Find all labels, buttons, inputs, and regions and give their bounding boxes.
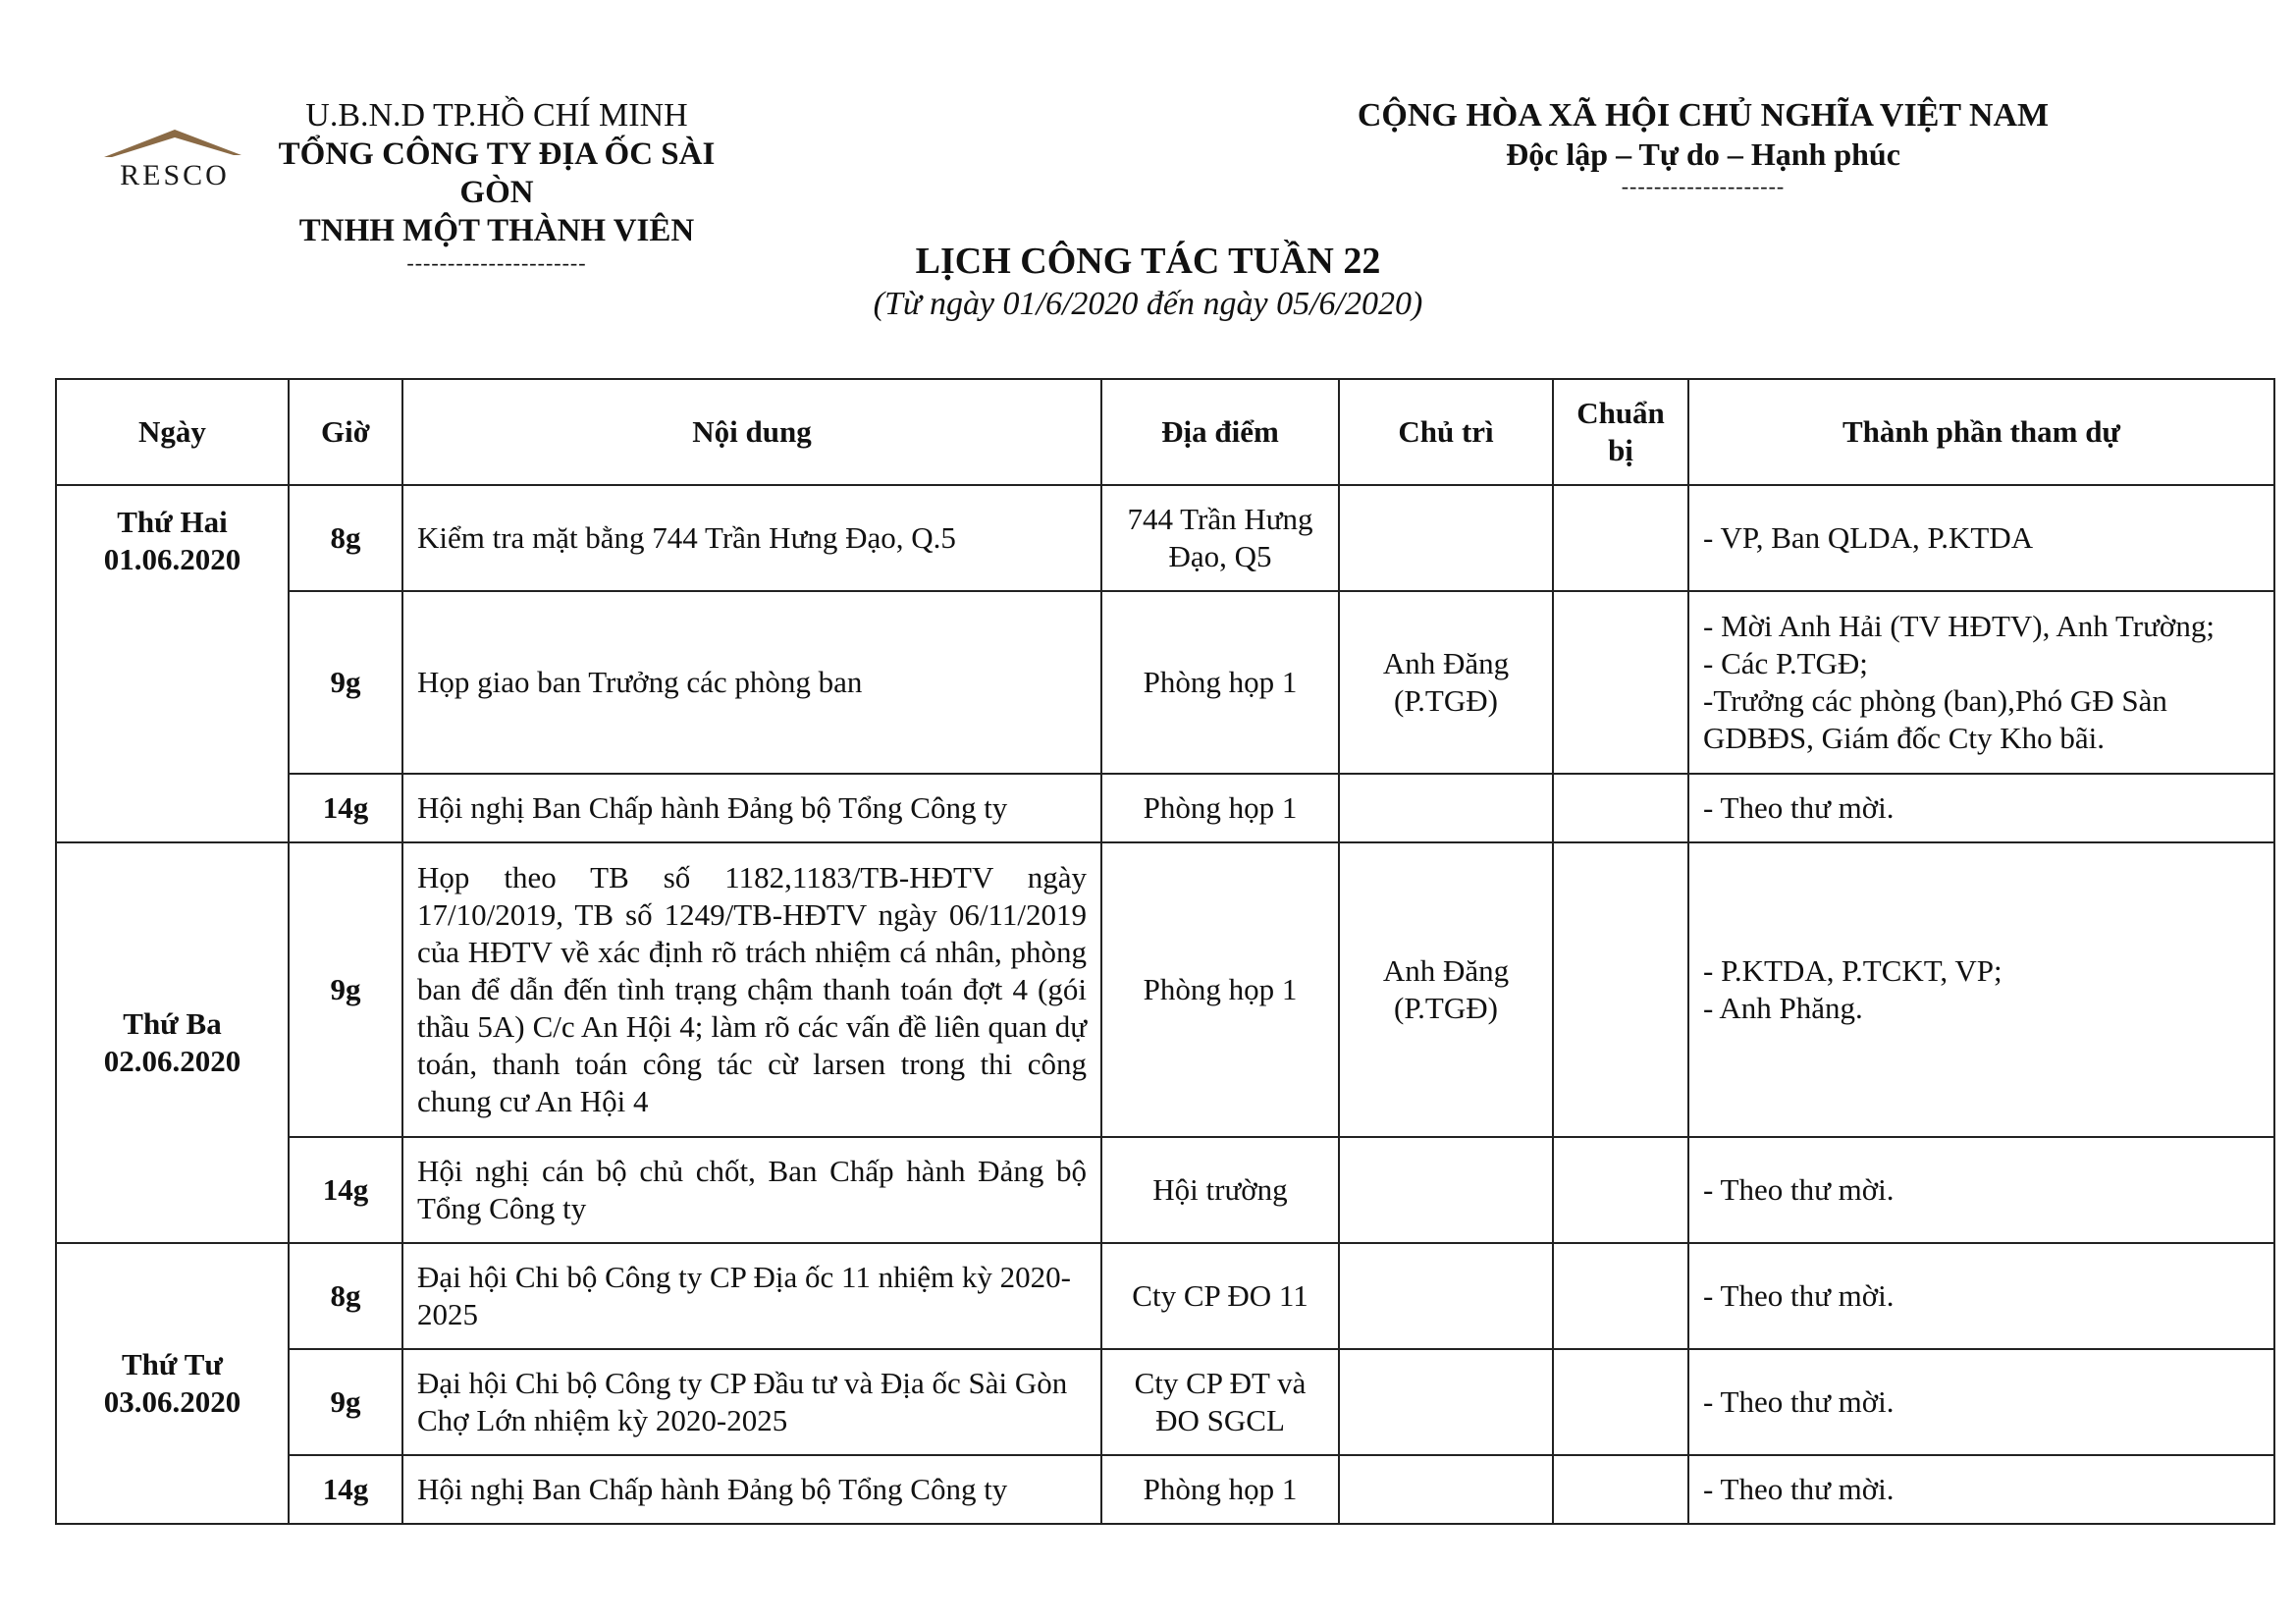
table-header-row xyxy=(56,379,2274,485)
attendee-line: - VP, Ban QLDA, P.KTDA xyxy=(1703,520,2034,555)
org-divider: ---------------------- xyxy=(406,250,587,275)
header-host: Chủ trì xyxy=(1339,379,1553,485)
time-cell: 8g xyxy=(289,1243,402,1349)
content-cell: Hội nghị cán bộ chủ chốt, Ban Chấp hành Đảng bộ Tổng Công ty xyxy=(402,1137,1101,1243)
attendee-line: - Anh Phăng. xyxy=(1703,991,1863,1025)
host-cell xyxy=(1339,485,1553,591)
attendee-line: - Theo thư mời. xyxy=(1703,1278,1895,1313)
page-title: LỊCH CÔNG TÁC TUẦN 22 xyxy=(915,241,1381,282)
day-date: 03.06.2020 xyxy=(103,1384,241,1419)
prep-cell xyxy=(1553,1455,1688,1524)
host-cell: Anh Đăng (P.TGĐ) xyxy=(1339,591,1553,774)
national-motto: Độc lập – Tự do – Hạnh phúc xyxy=(1506,136,1900,172)
place-cell: Cty CP ĐT và ĐO SGCL xyxy=(1101,1349,1339,1455)
content-cell: Đại hội Chi bộ Công ty CP Địa ốc 11 nhiệm kỳ 2020-2025 xyxy=(402,1243,1101,1349)
attendees-cell xyxy=(1688,774,2274,842)
attendee-line: - P.KTDA, P.TCKT, VP; xyxy=(1703,953,2002,988)
host-cell xyxy=(1339,1137,1553,1243)
org-type: TNHH MỘT THÀNH VIÊN xyxy=(298,213,695,248)
time-cell: 8g xyxy=(289,485,402,591)
time-cell: 9g xyxy=(289,842,402,1137)
header-prep: Chuẩn bị xyxy=(1553,379,1688,485)
time-cell: 9g xyxy=(289,1349,402,1455)
time-cell: 14g xyxy=(289,774,402,842)
content-cell: Kiểm tra mặt bằng 744 Trần Hưng Đạo, Q.5 xyxy=(402,485,1101,591)
attendee-line: - Các P.TGĐ; xyxy=(1703,646,1868,680)
prep-cell xyxy=(1553,842,1688,1137)
day-name: Thứ Ba xyxy=(123,1006,222,1041)
content-cell: Hội nghị Ban Chấp hành Đảng bộ Tổng Công ty xyxy=(402,774,1101,842)
place-cell: Phòng họp 1 xyxy=(1101,774,1339,842)
table-row xyxy=(56,591,2274,774)
table-row xyxy=(56,1455,2274,1524)
day-cell xyxy=(56,485,289,842)
table-row xyxy=(56,1137,2274,1243)
prep-cell xyxy=(1553,774,1688,842)
attendees-cell xyxy=(1688,1137,2274,1243)
day-cell xyxy=(56,842,289,1243)
header-right xyxy=(1301,96,2106,199)
attendees-cell xyxy=(1688,1349,2274,1455)
day-name: Thứ Tư xyxy=(122,1347,223,1381)
place-cell: Phòng họp 1 xyxy=(1101,591,1339,774)
attendee-line: - Theo thư mời. xyxy=(1703,1384,1895,1419)
prep-cell xyxy=(1553,591,1688,774)
time-cell: 9g xyxy=(289,591,402,774)
table-row xyxy=(56,774,2274,842)
content-cell: Đại hội Chi bộ Công ty CP Đầu tư và Địa ốc Sài Gòn Chợ Lớn nhiệm kỳ 2020-2025 xyxy=(402,1349,1101,1455)
host-cell xyxy=(1339,1243,1553,1349)
motto-divider: -------------------- xyxy=(1621,174,1786,198)
attendee-line: -Trưởng các phòng (ban),Phó GĐ Sàn GDBĐS, Giám đốc Cty Kho bãi. xyxy=(1703,683,2167,755)
prep-cell xyxy=(1553,485,1688,591)
host-cell xyxy=(1339,774,1553,842)
time-cell: 14g xyxy=(289,1137,402,1243)
host-cell: Anh Đăng (P.TGĐ) xyxy=(1339,842,1553,1137)
schedule-table xyxy=(55,378,2275,1525)
title-block xyxy=(0,239,2296,325)
org-name: TỔNG CÔNG TY ĐỊA ỐC SÀI GÒN xyxy=(278,136,716,210)
attendee-line: - Theo thư mời. xyxy=(1703,790,1895,825)
prep-cell xyxy=(1553,1137,1688,1243)
nation-name: CỘNG HÒA XÃ HỘI CHỦ NGHĨA VIỆT NAM xyxy=(1357,97,2050,134)
day-cell xyxy=(56,1243,289,1524)
org-authority: U.B.N.D TP.HỒ CHÍ MINH xyxy=(305,97,688,134)
attendees-cell xyxy=(1688,591,2274,774)
prep-cell xyxy=(1553,1243,1688,1349)
header-left xyxy=(94,96,840,275)
content-cell: Hội nghị Ban Chấp hành Đảng bộ Tổng Công ty xyxy=(402,1455,1101,1524)
place-cell: Cty CP ĐO 11 xyxy=(1101,1243,1339,1349)
day-date: 02.06.2020 xyxy=(103,1044,241,1078)
place-cell: Hội trường xyxy=(1101,1137,1339,1243)
prep-cell xyxy=(1553,1349,1688,1455)
header-content: Nội dung xyxy=(402,379,1101,485)
attendees-cell xyxy=(1688,485,2274,591)
day-name: Thứ Hai xyxy=(117,505,228,539)
table-row xyxy=(56,842,2274,1137)
header-place: Địa điểm xyxy=(1101,379,1339,485)
attendee-line: - Theo thư mời. xyxy=(1703,1472,1895,1506)
host-cell xyxy=(1339,1349,1553,1455)
attendees-cell xyxy=(1688,842,2274,1137)
table-row xyxy=(56,1243,2274,1349)
time-cell: 14g xyxy=(289,1455,402,1524)
content-cell: Họp giao ban Trưởng các phòng ban xyxy=(402,591,1101,774)
page-subtitle: (Từ ngày 01/6/2020 đến ngày 05/6/2020) xyxy=(873,286,1423,322)
attendee-line: - Theo thư mời. xyxy=(1703,1172,1895,1207)
header-day: Ngày xyxy=(56,379,289,485)
table-row xyxy=(56,1349,2274,1455)
host-cell xyxy=(1339,1455,1553,1524)
header-time: Giờ xyxy=(289,379,402,485)
content-cell: Họp theo TB số 1182,1183/TB-HĐTV ngày 17/10/2019, TB số 1249/TB-HĐTV ngày 06/11/2019 của HĐTV về xác định rõ trách nhiệm cá nhân, phòng ban để dẫn đến tình trạng chậm thanh toán đợt 4 (gói thầu 5A) C/c An Hội 4; làm rõ các vấn đề liên quan dự toán, thanh toán công tác cừ larsen trong thi công chung cư An Hội 4 xyxy=(402,842,1101,1137)
place-cell: Phòng họp 1 xyxy=(1101,1455,1339,1524)
header-attendees: Thành phần tham dự xyxy=(1688,379,2274,485)
day-date: 01.06.2020 xyxy=(103,542,241,576)
table-row xyxy=(56,485,2274,591)
place-cell: 744 Trần Hưng Đạo, Q5 xyxy=(1101,485,1339,591)
attendees-cell xyxy=(1688,1455,2274,1524)
logo-text: RESCO xyxy=(120,159,230,191)
attendee-line: - Mời Anh Hải (TV HĐTV), Anh Trường; xyxy=(1703,609,2215,643)
place-cell: Phòng họp 1 xyxy=(1101,842,1339,1137)
resco-logo xyxy=(94,116,256,194)
attendees-cell xyxy=(1688,1243,2274,1349)
